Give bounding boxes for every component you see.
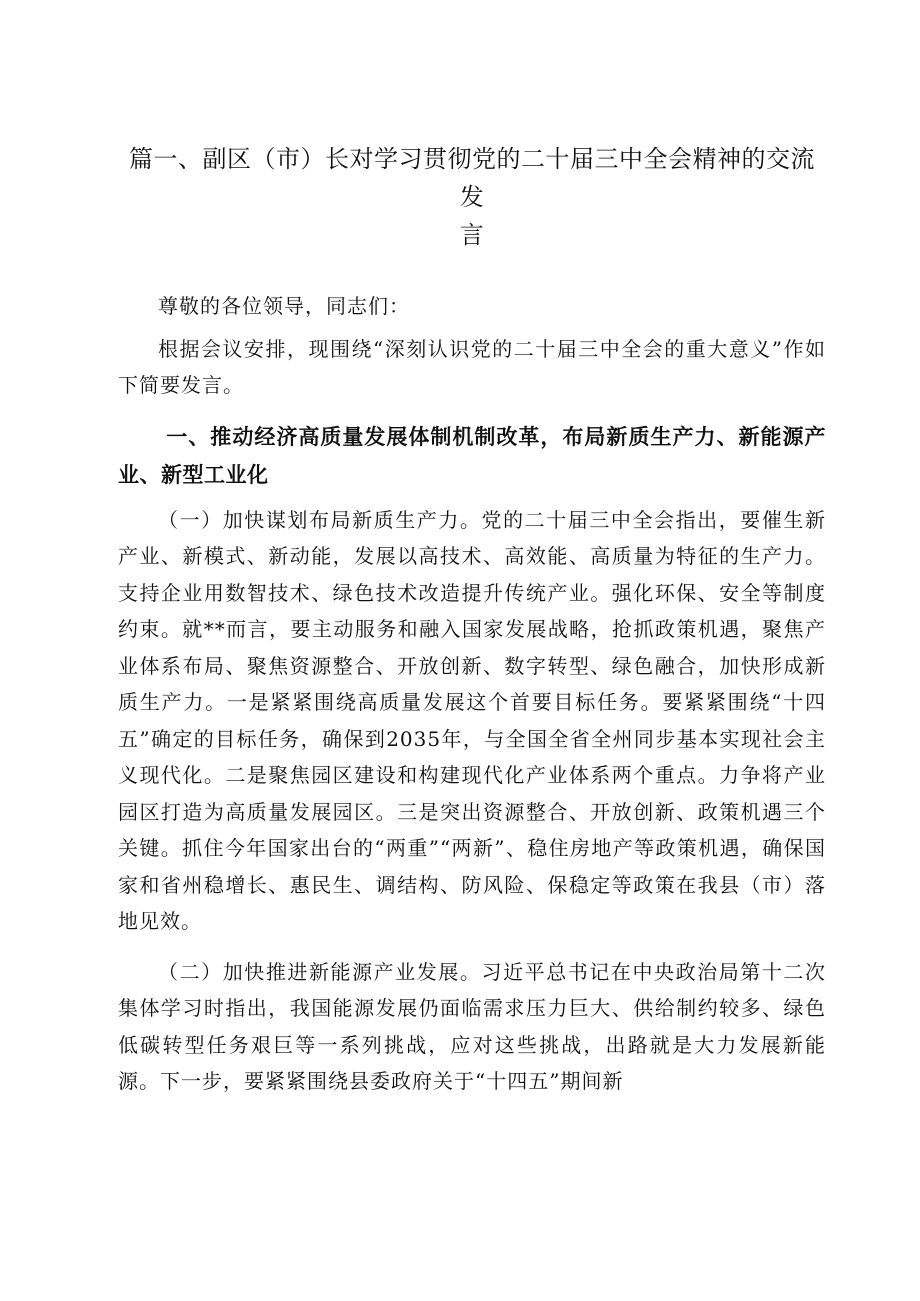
document-title — [118, 140, 826, 254]
section-heading-1: 一、推动经济高质量发展体制机制改革，布局新质生产力、新能源产业、新型工业化 — [118, 424, 826, 487]
subsection-2-label: （二）加快推进新能源产业发展。 — [158, 959, 482, 984]
title-line-1: 篇一、副区（市）长对学习贯彻党的二十届三中全会精神的交流发 — [129, 145, 815, 211]
intro-paragraph: 根据会议安排，现围绕“深刻认识党的二十届三中全会的重大意义”作如下简要发言。 — [118, 336, 826, 397]
title-line-2: 言 — [459, 221, 485, 249]
salutation: 尊敬的各位领导，同志们： — [158, 294, 410, 318]
subsection-1-text: 党的二十届三中全会指出，要催生新产业、新模式、新动能，发展以高技术、高效能、高质量为特征的生产力。支持企业用数智技术、绿色技术改造提升传统产业。强化环保、安全等制度约束。就**而言，要主动服务和融入国家发展战略，抢抓政策机遇，聚焦产业体系布局、聚焦资源整合、开放创新、数字转型、绿色融合，加快形成新质生产力。一是紧紧围绕高质量发展这个首要目标任务。要紧紧围绕“十四五”确定的目标任务，确保到2035年，与全国全省全州同步基本实现社会主义现代化。二是聚焦园区建设和构建现代化产业体系两个重点。力争将产业园区打造为高质量发展园区。三是突出资源整合、开放创新、政策机遇三个关键。抓住今年国家出台的“两重”“两新”、稳住房地产等政策机遇，确保国家和省州稳增长、惠民生、调结构、防风险、保稳定等政策在我县（市）落地见效。 — [118, 507, 826, 933]
subsection-2-paragraph — [118, 954, 826, 1100]
subsection-2-text: 习近平总书记在中央政治局第十二次集体学习时指出，我国能源发展仍面临需求压力巨大、供给制约较多、绿色低碳转型任务艰巨等一系列挑战，应对这些挑战，出路就是大力发展新能源。下一步，要紧紧围绕县委政府关于“十四五”期间新 — [118, 959, 826, 1093]
subsection-1-label: （一）加快谋划布局新质生产力。 — [158, 507, 482, 532]
subsection-1-paragraph — [118, 502, 826, 940]
